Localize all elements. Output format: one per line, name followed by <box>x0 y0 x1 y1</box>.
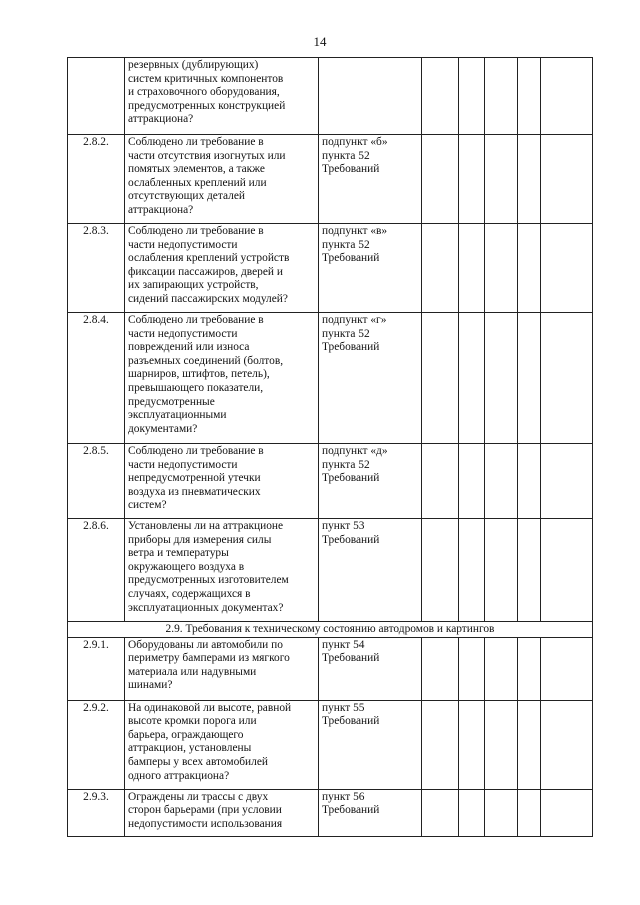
item-number: 2.9.1. <box>68 637 125 700</box>
empty-answer-cell <box>485 313 518 444</box>
empty-answer-cell <box>518 313 541 444</box>
question-line: эксплуатационных документах? <box>128 601 284 614</box>
question-line: непредусмотренной утечки <box>128 472 261 485</box>
question-line: материала или надувными <box>128 665 257 678</box>
reference-line: Требований <box>322 804 380 817</box>
question-line: Соблюдено ли требование в <box>128 136 264 148</box>
question-cell <box>125 135 319 224</box>
question-line: сторон барьерами (при условии <box>128 804 282 817</box>
empty-answer-cell <box>422 224 459 313</box>
table-row <box>68 700 593 789</box>
question-line: Соблюдено ли требование в <box>128 445 264 457</box>
empty-answer-cell <box>541 135 593 224</box>
question-line: воздуха из пневматических <box>128 485 261 498</box>
empty-answer-cell <box>459 224 485 313</box>
table-row <box>68 444 593 519</box>
empty-answer-cell <box>485 58 518 135</box>
table-row <box>68 313 593 444</box>
empty-answer-cell <box>459 637 485 700</box>
reference-line: подпункт «в» <box>322 225 388 237</box>
reference-line: пункта 52 <box>322 458 370 471</box>
reference-line: Требований <box>322 163 380 176</box>
empty-answer-cell <box>485 637 518 700</box>
empty-answer-cell <box>541 789 593 836</box>
empty-answer-cell <box>541 700 593 789</box>
question-line: ослабленных креплений или <box>128 176 267 189</box>
empty-answer-cell <box>459 313 485 444</box>
item-number: 2.8.4. <box>68 313 125 444</box>
question-line: систем? <box>128 499 167 512</box>
question-line: резервных (дублирующих) <box>128 59 259 71</box>
reference-line: подпункт «б» <box>322 136 388 148</box>
question-line: части недопустимости <box>128 458 238 471</box>
question-line: Соблюдено ли требование в <box>128 225 264 237</box>
empty-answer-cell <box>422 58 459 135</box>
question-line: отсутствующих деталей <box>128 190 245 203</box>
question-line: предусмотренных изготовителем <box>128 574 289 587</box>
question-line: недопустимости использования <box>128 817 283 830</box>
question-cell <box>125 444 319 519</box>
empty-answer-cell <box>541 313 593 444</box>
question-line: части отсутствия изогнутых или <box>128 149 286 162</box>
reference-cell <box>319 519 422 622</box>
question-line: разъемных соединений (болтов, <box>128 354 284 367</box>
reference-line: пункта 52 <box>322 327 370 340</box>
question-line: их запирающих устройств, <box>128 279 259 292</box>
item-number: 2.8.3. <box>68 224 125 313</box>
question-line: аттракциона? <box>128 203 194 216</box>
question-line: фиксации пассажиров, дверей и <box>128 265 283 278</box>
question-line: одного аттракциона? <box>128 769 230 782</box>
empty-answer-cell <box>518 700 541 789</box>
reference-cell <box>319 444 422 519</box>
empty-answer-cell <box>541 224 593 313</box>
reference-cell <box>319 135 422 224</box>
table-row <box>68 58 593 135</box>
empty-answer-cell <box>459 135 485 224</box>
question-cell <box>125 224 319 313</box>
empty-answer-cell <box>422 789 459 836</box>
empty-answer-cell <box>422 135 459 224</box>
empty-answer-cell <box>422 637 459 700</box>
reference-line: пункта 52 <box>322 238 370 251</box>
question-line: бамперы у всех автомобилей <box>128 755 268 768</box>
empty-answer-cell <box>485 700 518 789</box>
empty-answer-cell <box>459 58 485 135</box>
question-line: На одинаковой ли высоте, равной <box>128 701 292 714</box>
question-line: периметру бамперами из мягкого <box>128 652 290 665</box>
reference-cell <box>319 700 422 789</box>
item-number <box>68 58 125 135</box>
table-row <box>68 789 593 836</box>
reference-cell <box>319 224 422 313</box>
question-line: случаях, содержащихся в <box>128 587 251 600</box>
page-number: 14 <box>313 34 327 49</box>
question-line: Установлены ли на аттракционе <box>128 520 284 532</box>
question-line: части недопустимости <box>128 238 238 251</box>
empty-answer-cell <box>541 444 593 519</box>
checklist-table <box>67 57 593 837</box>
item-number: 2.9.2. <box>68 700 125 789</box>
empty-answer-cell <box>485 444 518 519</box>
empty-answer-cell <box>485 519 518 622</box>
item-number: 2.9.3. <box>68 789 125 836</box>
empty-answer-cell <box>459 444 485 519</box>
question-line: предусмотренные <box>128 395 215 408</box>
question-line: систем критичных компонентов <box>128 72 284 85</box>
reference-line: Требований <box>322 252 380 265</box>
question-line: и страховочного оборудования, <box>128 86 280 99</box>
question-line: приборы для измерения силы <box>128 533 272 546</box>
empty-answer-cell <box>485 135 518 224</box>
question-line: шинами? <box>128 679 173 692</box>
reference-line: пункт 54 <box>322 638 365 651</box>
empty-answer-cell <box>459 789 485 836</box>
section-row <box>68 622 593 638</box>
reference-line: пункта 52 <box>322 149 370 162</box>
question-cell <box>125 637 319 700</box>
question-line: Оборудованы ли автомобили по <box>128 638 283 651</box>
reference-line: Требований <box>322 652 380 665</box>
table-row <box>68 135 593 224</box>
table-row <box>68 519 593 622</box>
empty-answer-cell <box>518 637 541 700</box>
reference-cell <box>319 637 422 700</box>
empty-answer-cell <box>518 444 541 519</box>
question-line: аттракциона? <box>128 113 194 126</box>
question-line: эксплуатационными <box>128 409 227 422</box>
table-row <box>68 224 593 313</box>
question-line: документами? <box>128 422 198 435</box>
question-line: высоте кромки порога или <box>128 715 257 728</box>
question-cell <box>125 519 319 622</box>
reference-line: Требований <box>322 533 380 546</box>
reference-line: пункт 53 <box>322 520 365 532</box>
empty-answer-cell <box>485 789 518 836</box>
empty-answer-cell <box>422 519 459 622</box>
section-heading: 2.9. Требования к техническому состоянию автодромов и картингов <box>68 622 593 638</box>
empty-answer-cell <box>518 135 541 224</box>
empty-answer-cell <box>459 519 485 622</box>
empty-answer-cell <box>518 224 541 313</box>
empty-answer-cell <box>422 313 459 444</box>
question-line: превышающего показатели, <box>128 381 264 394</box>
question-line: аттракцион, установлены <box>128 742 252 755</box>
question-cell <box>125 789 319 836</box>
empty-answer-cell <box>518 58 541 135</box>
reference-cell <box>319 789 422 836</box>
question-cell <box>125 58 319 135</box>
question-line: сидений пассажирских модулей? <box>128 292 288 305</box>
reference-line: Требований <box>322 715 380 728</box>
empty-answer-cell <box>541 58 593 135</box>
item-number: 2.8.5. <box>68 444 125 519</box>
empty-answer-cell <box>422 700 459 789</box>
empty-answer-cell <box>541 519 593 622</box>
empty-answer-cell <box>459 700 485 789</box>
question-line: повреждений или износа <box>128 341 250 354</box>
reference-line: подпункт «д» <box>322 445 388 457</box>
empty-answer-cell <box>518 519 541 622</box>
question-line: Соблюдено ли требование в <box>128 314 264 326</box>
table-row <box>68 637 593 700</box>
question-line: барьера, ограждающего <box>128 728 244 741</box>
question-line: части недопустимости <box>128 327 238 340</box>
reference-cell <box>319 313 422 444</box>
question-line: ветра и температуры <box>128 547 229 560</box>
item-number: 2.8.6. <box>68 519 125 622</box>
empty-answer-cell <box>541 637 593 700</box>
item-number: 2.8.2. <box>68 135 125 224</box>
reference-line: подпункт «г» <box>322 314 387 326</box>
reference-line: пункт 56 <box>322 790 365 803</box>
question-cell <box>125 313 319 444</box>
question-cell <box>125 700 319 789</box>
empty-answer-cell <box>422 444 459 519</box>
reference-line: пункт 55 <box>322 701 365 714</box>
question-line: ослабления креплений устройств <box>128 252 290 265</box>
question-line: шарниров, штифтов, петель), <box>128 368 270 381</box>
question-line: окружающего воздуха в <box>128 560 245 573</box>
reference-line: Требований <box>322 472 380 485</box>
reference-line: Требований <box>322 341 380 354</box>
question-line: Ограждены ли трассы с двух <box>128 790 269 803</box>
empty-answer-cell <box>518 789 541 836</box>
question-line: предусмотренных конструкцией <box>128 99 286 112</box>
empty-answer-cell <box>485 224 518 313</box>
reference-cell <box>319 58 422 135</box>
question-line: помятых элементов, а также <box>128 163 265 176</box>
